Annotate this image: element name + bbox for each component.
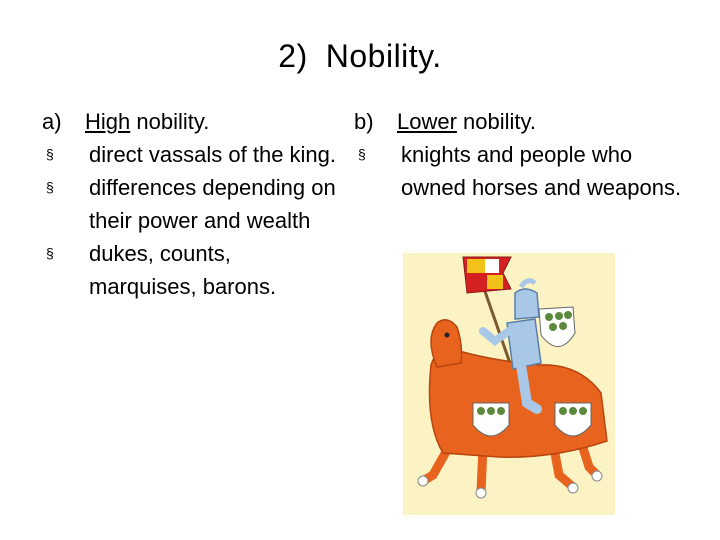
bullet-text: differences depending on their power and wealth [89, 175, 336, 233]
list-item [42, 237, 342, 303]
high-nobility-column [42, 105, 342, 303]
slide-number: 2) [278, 38, 308, 74]
mounted-knight-illustration [403, 253, 615, 515]
list-marker-a: a) [42, 109, 62, 134]
bullet-text: knights and people who owned horses and weapons. [401, 142, 682, 200]
list-item [354, 138, 694, 204]
high-nobility-heading [42, 105, 342, 138]
list-item [42, 171, 342, 237]
bullet-icon: § [46, 245, 54, 261]
mounted-knight-icon [403, 253, 615, 515]
list-marker-b: b) [354, 109, 374, 134]
list-item [42, 138, 342, 171]
bullet-text: direct vassals of the king. [89, 142, 337, 167]
slide-title-text: Nobility. [325, 38, 442, 74]
bullet-text: dukes, counts, marquises, barons. [89, 241, 277, 299]
bullet-icon: § [46, 179, 54, 195]
lower-nobility-column [354, 105, 694, 204]
bullet-icon: § [358, 146, 366, 162]
lower-nobility-heading [354, 105, 694, 138]
heading-rest: nobility. [130, 109, 210, 134]
heading-underlined: Lower [397, 109, 457, 134]
bullet-icon: § [46, 146, 54, 162]
slide-title [0, 38, 720, 75]
heading-underlined: High [85, 109, 131, 134]
heading-rest: nobility. [456, 109, 536, 134]
